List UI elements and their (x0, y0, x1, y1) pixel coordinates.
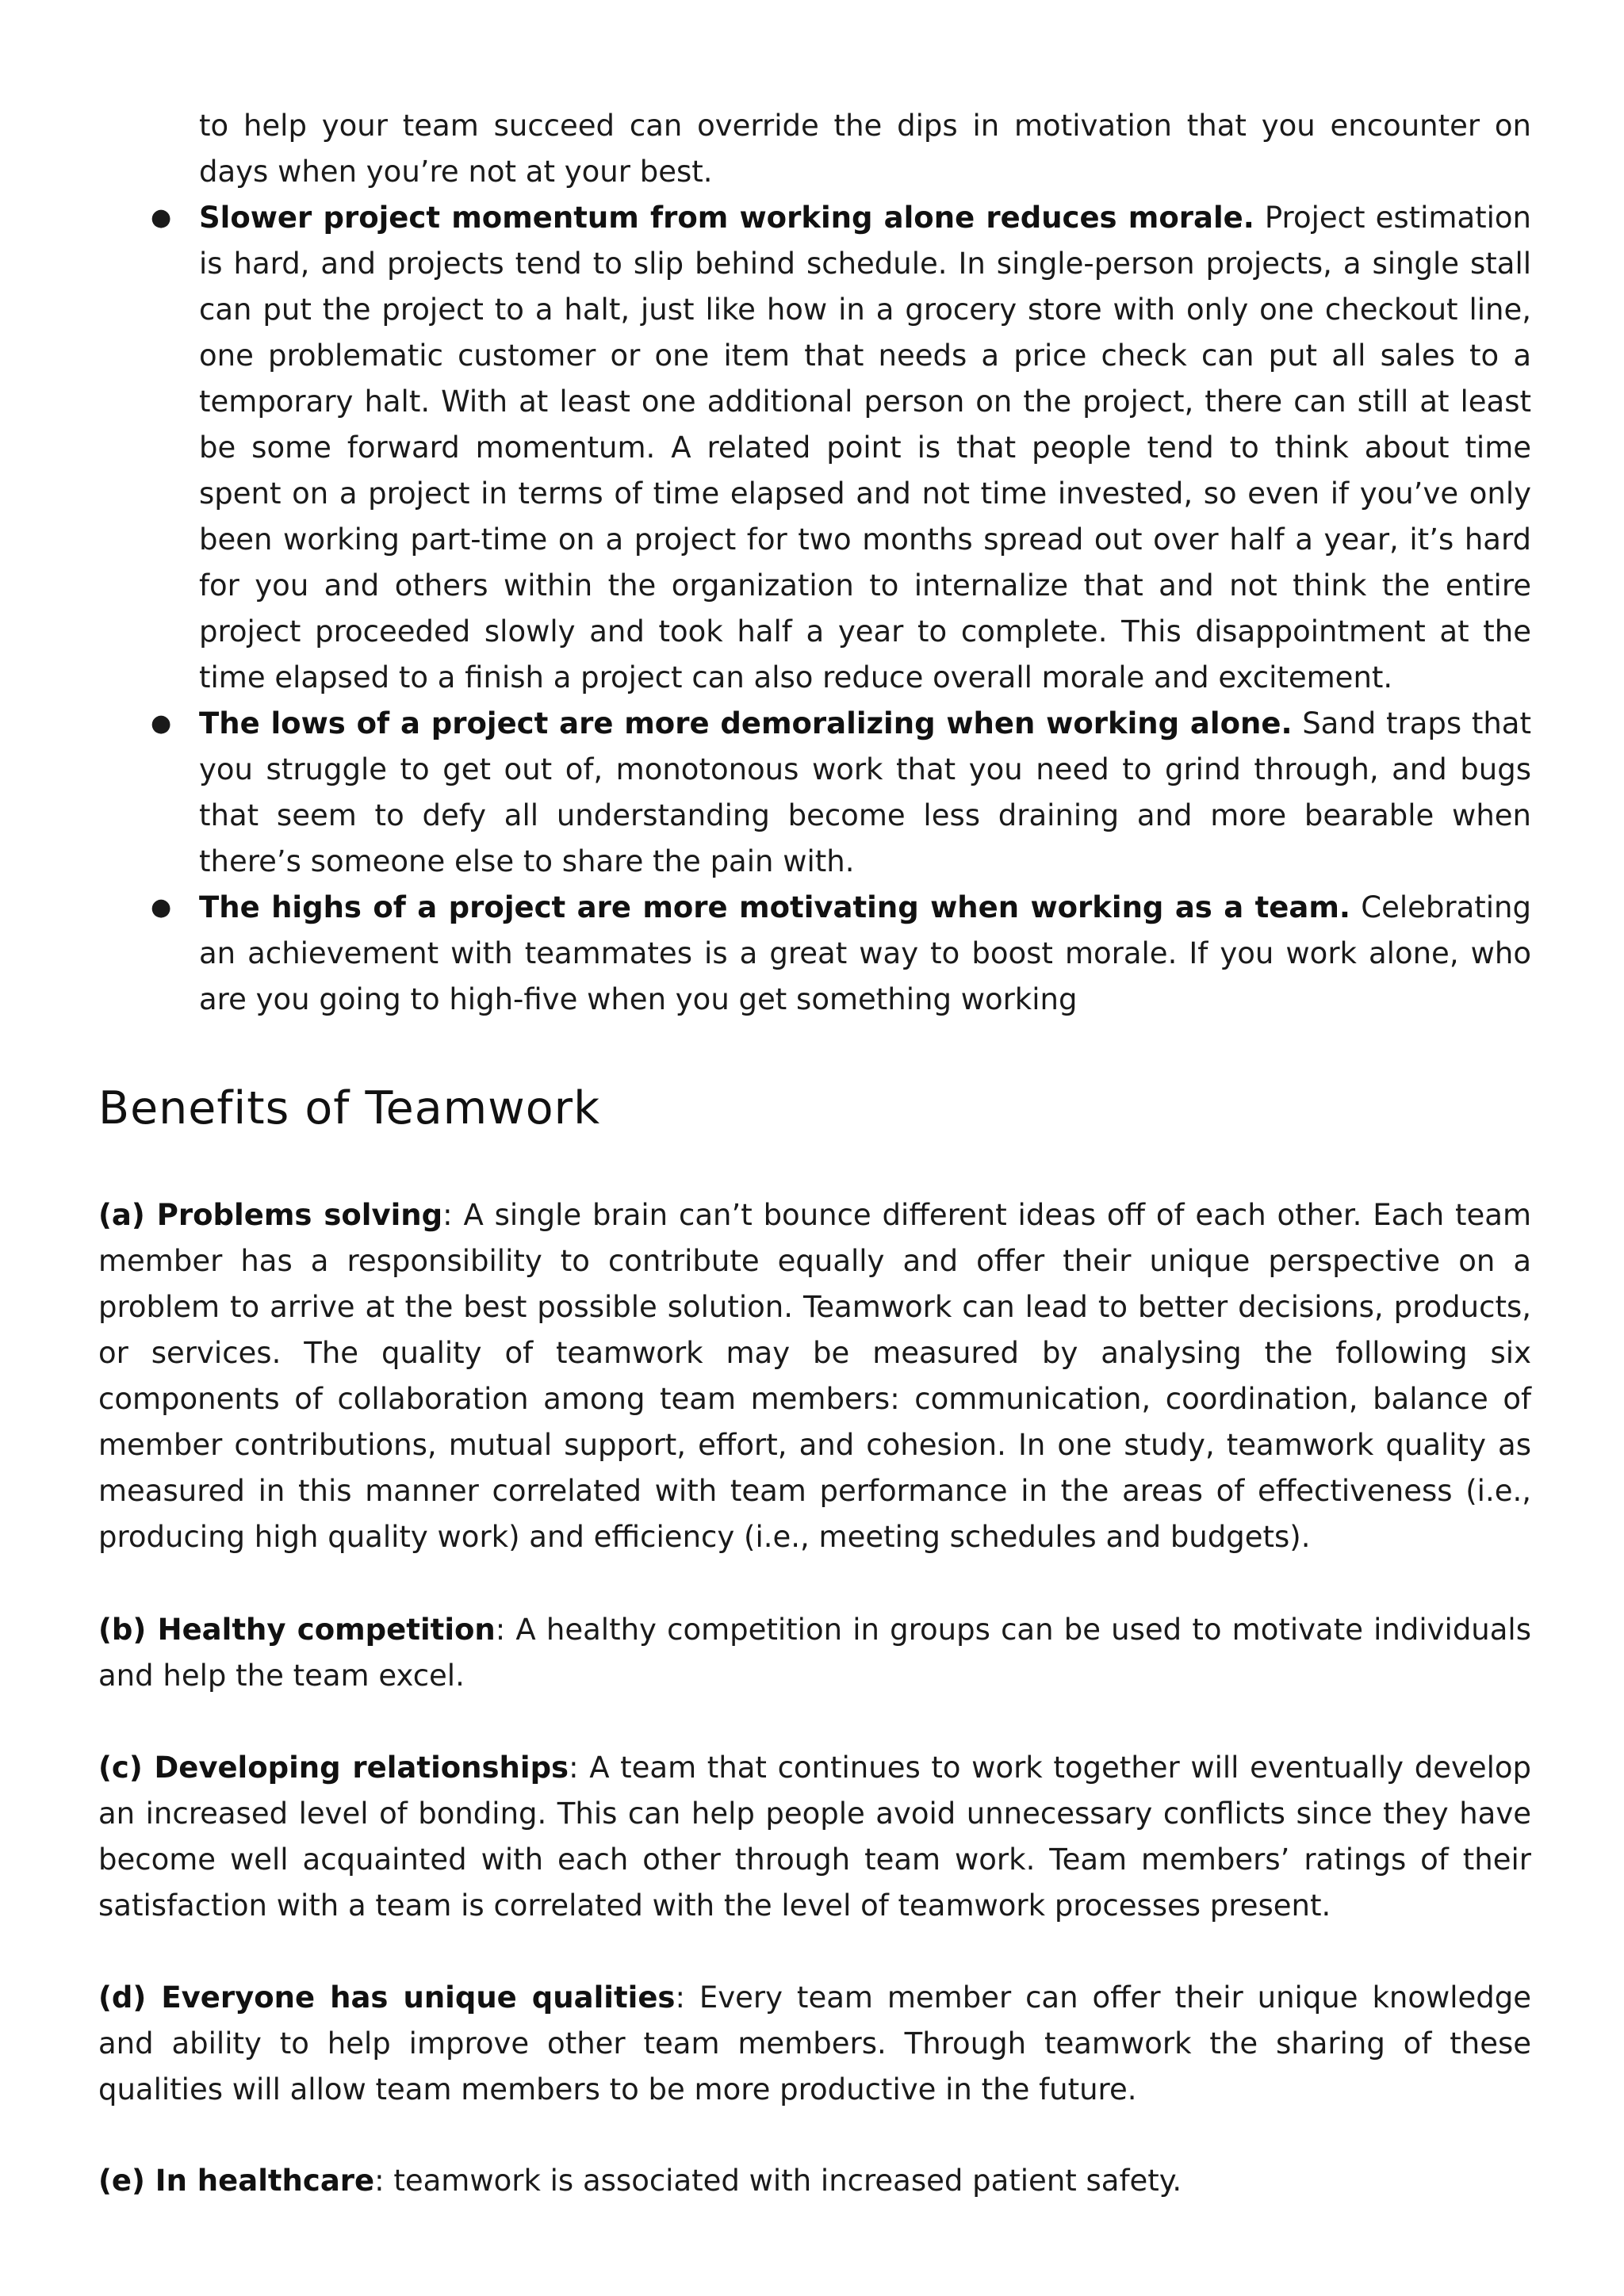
bullet-text: Project estimation is hard, and projects tend to slip behind schedule. In single-person projects, a single stall can put the project to a halt, just like how in a grocery store with only one checkout line, one problematic customer or one item that needs a price check can put all sales to a temporary halt. With at least one additional person on the project, there can still at least be some forward momentum. A related point is that people tend to think about time spent on a project in terms of time elapsed and not time invested, so even if you’ve only been working part-time on a project for two months spread out over half a year, it’s hard for you and others within the organization to internalize that and not think the entire project proceeded slowly and took half a year to complete. This disappointment at the time elapsed to a finish a project can also reduce overall morale and excitement. (199, 201, 1531, 695)
bullet-lead: The highs of a project are more motivating when working as a team. (199, 890, 1350, 924)
bullet-item (98, 195, 1531, 701)
bullet-item (98, 701, 1531, 885)
benefit-text: : A single brain can’t bounce different ideas off of each other. Each team member has a responsibility to contribute equally and offer their unique perspective on a problem to arrive at the best possible solution. Teamwork can lead to better decisions, products, or services. The quality of teamwork may be measured by analysing the following six components of collaboration among team members: communication, coordination, balance of member contributions, mutual support, effort, and cohesion. In one study, teamwork quality as measured in this manner correlated with team performance in the areas of effectiveness (i.e., producing high quality work) and efficiency (i.e., meeting schedules and budgets). (98, 1198, 1531, 1554)
benefit-text: : teamwork is associated with increased patient safety. (374, 2164, 1182, 2198)
bullet-text: Celebrating an achievement with teammates is a great way to boost morale. If you work alone, who are you going to high-five when you get something working (199, 890, 1531, 1016)
bullet-text: Sand traps that you struggle to get out of, monotonous work that you need to grind through, and bugs that seem to defy all understanding become less draining and more bearable when there’s someone else to share the pain with. (199, 706, 1531, 878)
bullet-icon: ● (151, 204, 172, 232)
bullet-icon: ● (151, 894, 172, 921)
bullet-list (98, 195, 1531, 1023)
benefit-developing-relationships (98, 1745, 1531, 1929)
benefit-lead: (c) Developing relationships (98, 1751, 569, 1785)
benefit-lead: (b) Healthy competition (98, 1613, 496, 1647)
benefit-lead: (e) In healthcare (98, 2164, 375, 2198)
bullet-item (98, 885, 1531, 1023)
benefit-healthy-competition (98, 1607, 1531, 1699)
benefit-text: : Every team member can offer their unique knowledge and ability to help improve other team members. Through teamwork the sharing of these qualities will allow team members to be more productive in the future. (98, 1980, 1531, 2107)
bullet-lead: The lows of a project are more demoralizing when working alone. (199, 706, 1293, 740)
benefit-lead: (a) Problems solving (98, 1198, 443, 1232)
benefit-healthcare (98, 2158, 1531, 2204)
section-heading: Benefits of Teamwork (98, 1082, 601, 1135)
bullet-icon: ● (151, 710, 172, 737)
benefit-unique-qualities (98, 1975, 1531, 2113)
benefit-problem-solving (98, 1192, 1531, 1560)
benefit-lead: (d) Everyone has unique qualities (98, 1980, 676, 2015)
benefit-text: : A healthy competition in groups can be used to motivate individuals and help the team excel. (98, 1613, 1531, 1693)
benefit-text: : A team that continues to work together will eventually develop an increased level of bonding. This can help people avoid unnecessary conflicts since they have become well acquainted with each other through team work. Team members’ ratings of their satisfaction with a team is correlated with the level of teamwork processes present. (98, 1751, 1532, 1923)
bullet-lead: Slower project momentum from working alone reduces morale. (199, 201, 1254, 235)
continuation-paragraph: to help your team succeed can override the dips in motivation that you encounter on days when you’re not at your best. (199, 109, 1531, 189)
